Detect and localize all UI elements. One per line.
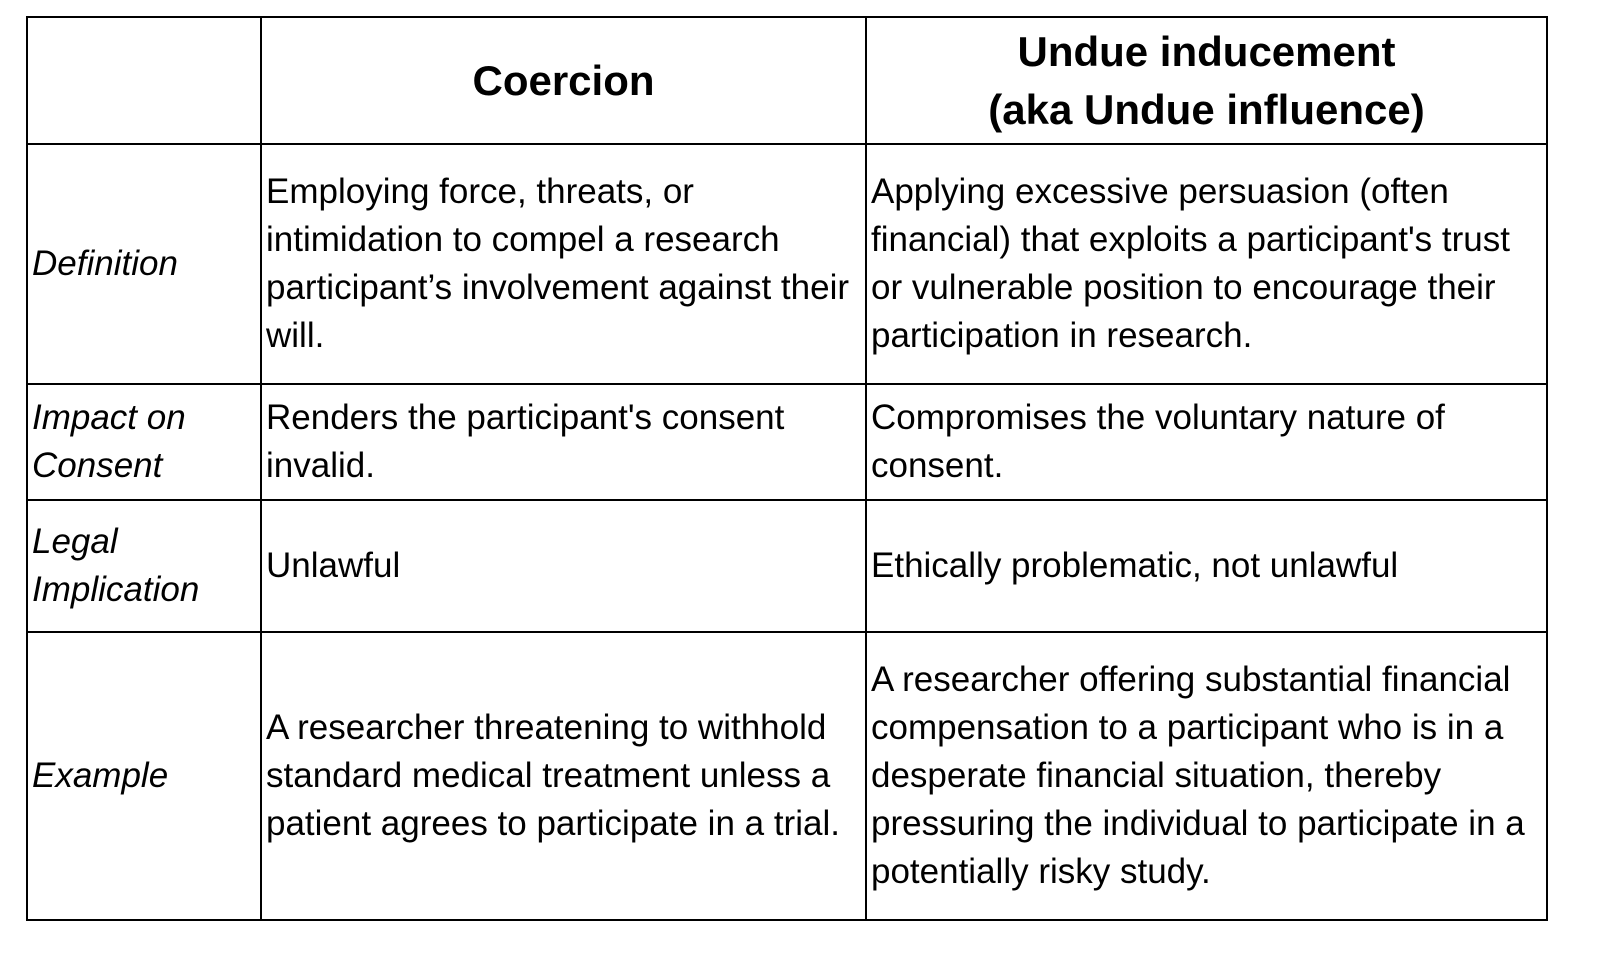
coercion-column-header: Coercion <box>261 17 866 144</box>
undue-impact-cell: Compromises the voluntary nature of consent. <box>866 384 1547 500</box>
coercion-impact-cell: Renders the participant's consent invalid. <box>261 384 866 500</box>
header-row <box>27 17 1547 144</box>
table-row <box>27 632 1547 920</box>
undue-example-cell: A researcher offering substantial financial compensation to a participant who is in a desperate financial situation, thereby pressuring the individual to participate in a potentially risky study. <box>866 632 1547 920</box>
coercion-definition-cell: Employing force, threats, or intimidation to compel a research participant’s involvement against their will. <box>261 144 866 384</box>
row-label-definition: Definition <box>27 144 261 384</box>
undue-header-line-2: (aka Undue influence) <box>988 85 1425 133</box>
comparison-table <box>26 16 1548 921</box>
table-row <box>27 144 1547 384</box>
undue-inducement-column-header <box>866 17 1547 144</box>
corner-cell <box>27 17 261 144</box>
undue-header-line-1: Undue inducement <box>1017 27 1396 75</box>
row-label-example: Example <box>27 632 261 920</box>
table-row <box>27 500 1547 632</box>
row-label-legal-implication: Legal Implication <box>27 500 261 632</box>
row-label-impact-on-consent: Impact on Consent <box>27 384 261 500</box>
coercion-legal-cell: Unlawful <box>261 500 866 632</box>
coercion-example-cell: A researcher threatening to withhold standard medical treatment unless a patient agrees to participate in a trial. <box>261 632 866 920</box>
undue-definition-cell: Applying excessive persuasion (often financial) that exploits a participant's trust or vulnerable position to encourage their participation in research. <box>866 144 1547 384</box>
undue-legal-cell: Ethically problematic, not unlawful <box>866 500 1547 632</box>
table-row <box>27 384 1547 500</box>
